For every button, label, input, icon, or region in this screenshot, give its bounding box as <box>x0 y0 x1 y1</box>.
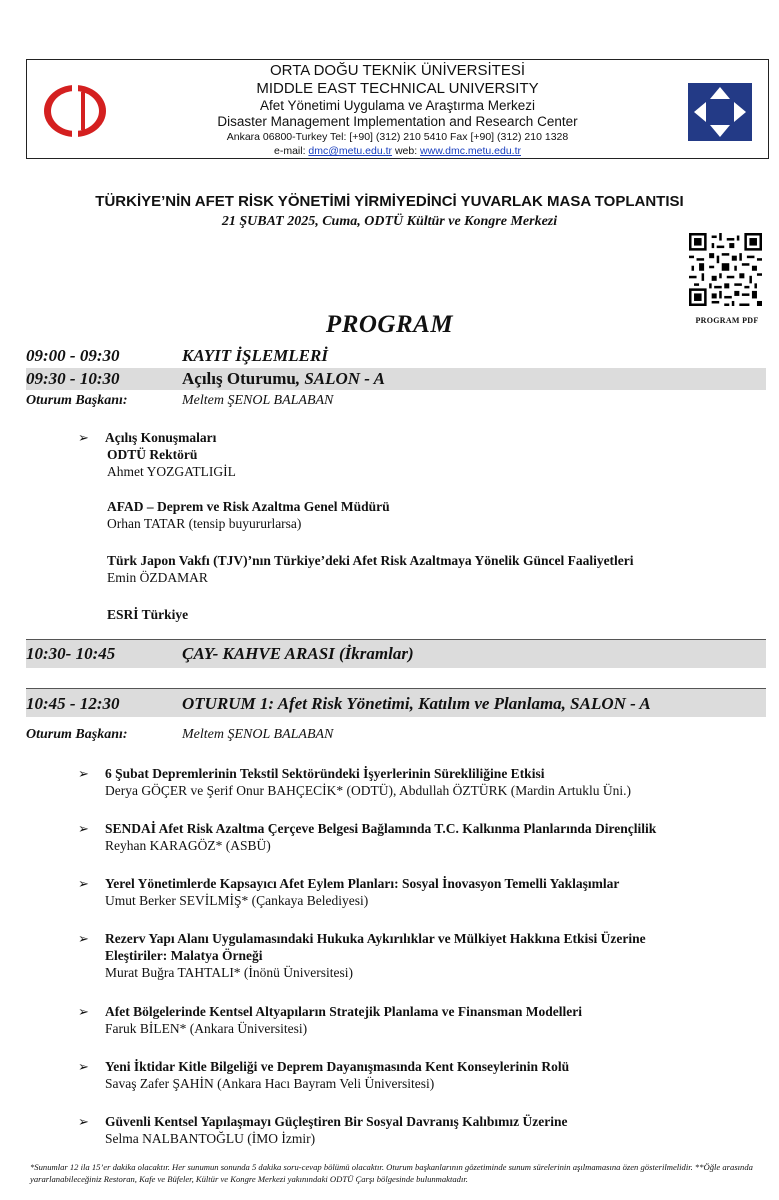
opening-heading: Açılış Konuşmaları <box>105 430 217 445</box>
schedule-row-opening <box>26 368 766 390</box>
talk-authors: Selma NALBANTOĞLU (İMO İzmir) <box>105 1131 316 1146</box>
schedule-time: 10:45 - 12:30 <box>26 694 120 713</box>
talk-title: SENDAİ Afet Risk Azaltma Çerçeve Belgesi Bağlamında T.C. Kalkınma Planlarında Dirençlilik <box>105 821 657 836</box>
talk-title: Güvenli Kentsel Yapılaşmayı Güçleştiren Bir Sosyal Davranış Kalıbımız Üzerine <box>105 1114 568 1129</box>
schedule-label <box>182 694 651 714</box>
arrow-bullet-icon: ➢ <box>78 430 89 445</box>
session-chair-opening <box>26 393 334 409</box>
speaker-name: Orhan TATAR (tensip buyururlarsa) <box>107 516 302 531</box>
talk-authors: Derya GÖÇER ve Şerif Onur BAHÇECİK* (ODTÜ), Abdullah ÖZTÜRK (Mardin Artuklu Üni.) <box>105 783 632 798</box>
session-room: , SALON - A <box>561 694 651 713</box>
event-date: 21 ŞUBAT 2025, Cuma, ODTÜ Kültür ve Kongre Merkezi <box>221 214 558 229</box>
schedule-time: 09:00 - 09:30 <box>26 346 120 365</box>
arrow-bullet-icon: ➢ <box>78 1059 89 1074</box>
chair-label: Oturum Başkanı: <box>26 727 128 742</box>
talk-title-cont: Eleştiriler: Malatya Örneği <box>105 948 263 963</box>
talk-item <box>78 875 768 909</box>
web-label: web: <box>392 145 421 157</box>
talk-title: Yerel Yönetimlerde Kapsayıcı Afet Eylem Planları: Sosyal İnovasyon Temelli Yaklaşımlar <box>105 876 620 891</box>
talk-item <box>78 930 768 981</box>
email-label: e-mail: <box>273 145 309 157</box>
talk-title: Rezerv Yapı Alanı Uygulamasındaki Hukuka Aykırılıklar ve Mülkiyet Hakkına Etkisi Üzerine <box>105 931 646 946</box>
arrow-bullet-icon: ➢ <box>78 876 89 891</box>
speaker-entry <box>107 552 757 586</box>
speaker-entry <box>107 606 757 623</box>
letterhead <box>26 59 769 159</box>
schedule-time: 09:30 - 10:30 <box>26 369 120 388</box>
program-heading: PROGRAM <box>325 311 454 338</box>
speaker-org: ODTÜ Rektörü <box>107 447 198 462</box>
schedule-row-coffee-break <box>26 639 766 668</box>
qr-code-icon[interactable] <box>689 233 762 306</box>
talk-authors: Umut Berker SEVİLMİŞ* (Çankaya Belediyesi) <box>105 893 369 908</box>
opening-speeches <box>78 429 768 446</box>
speaker-name: Ahmet YOZGATLIGİL <box>107 464 236 479</box>
arrow-bullet-icon: ➢ <box>78 821 89 836</box>
event-title: TÜRKİYE’NİN AFET RİSK YÖNETİMİ YİRMİYEDİNCİ YUVARLAK MASA TOPLANTISI <box>95 193 684 210</box>
speaker-entry <box>107 498 757 532</box>
speaker-name: Emin ÖZDAMAR <box>107 570 208 585</box>
arrow-bullet-icon: ➢ <box>78 766 89 781</box>
web-link[interactable]: www.dmc.metu.edu.tr <box>420 145 521 157</box>
footnote: *Sunumlar 12 ila 15’er dakika olacaktır. Her sunumun sonunda 5 dakika soru-cevap bölümü olacaktır. Oturum başkanlarının gözetiminde sunum sürelerinin aşılmamasına özen gösterilmelidir. **Öğle arasında yararlanabileceğiniz Restoran, Kafe ve Büfeler, Kültür ve Kongre Merkezi yakınındaki ODTÜ Çarşı bölgesinde bulunmaktadır. <box>30 1162 753 1184</box>
talk-item <box>78 1113 768 1147</box>
talk-authors: Reyhan KARAGÖZ* (ASBÜ) <box>105 838 271 853</box>
university-name-en: MIDDLE EAST TECHNICAL UNIVERSITY <box>256 80 539 97</box>
chair-name: Meltem ŞENOL BALABAN <box>182 727 334 742</box>
schedule-row-registration <box>26 346 766 366</box>
university-name-tr: ORTA DOĞU TEKNİK ÜNİVERSİTESİ <box>269 62 526 79</box>
talk-item <box>78 1003 768 1037</box>
talk-authors: Murat Buğra TAHTALI* (İnönü Üniversitesi) <box>105 965 354 980</box>
session-chair-session-1 <box>26 727 334 743</box>
contact-address: Ankara 06800-Turkey Tel: [+90] (312) 210 5410 Fax [+90] (312) 210 1328 <box>226 131 569 143</box>
center-name-en: Disaster Management Implementation and Research Center <box>217 114 578 129</box>
qr-label: PROGRAM PDF <box>695 316 759 325</box>
arrow-bullet-icon: ➢ <box>78 931 89 946</box>
talk-title: 6 Şubat Depremlerinin Tekstil Sektöründeki İşyerlerinin Sürekliliğine Etkisi <box>105 766 545 781</box>
letterhead-text <box>117 62 678 158</box>
talk-item <box>78 765 768 799</box>
chair-name: Meltem ŞENOL BALABAN <box>182 393 334 408</box>
dmc-logo-icon <box>688 83 752 141</box>
talk-authors: Faruk BİLEN* (Ankara Üniversitesi) <box>105 1021 308 1036</box>
session-name: Açılış Oturumu <box>182 369 296 388</box>
arrow-bullet-icon: ➢ <box>78 1004 89 1019</box>
metu-logo-icon <box>41 82 109 140</box>
email-link[interactable]: dmc@metu.edu.tr <box>308 145 393 157</box>
session-name: OTURUM 1: Afet Risk Yönetimi, Katılım ve Planlama <box>182 694 562 713</box>
schedule-row-session-1 <box>26 688 766 717</box>
talk-item <box>78 1058 768 1092</box>
talk-item <box>78 820 768 854</box>
speaker-org: Türk Japon Vakfı (TJV)’nın Türkiye’deki Afet Risk Azaltmaya Yönelik Güncel Faaliyetleri <box>107 553 634 568</box>
schedule-label: KAYIT İŞLEMLERİ <box>182 346 328 365</box>
session-room: , SALON - A <box>295 369 385 388</box>
speaker-org: ESRİ Türkiye <box>107 607 189 622</box>
schedule-time: 10:30- 10:45 <box>26 644 116 663</box>
talk-title: Yeni İktidar Kitle Bilgeliği ve Deprem Dayanışmasında Kent Konseylerinin Rolü <box>105 1059 570 1074</box>
arrow-bullet-icon: ➢ <box>78 1114 89 1129</box>
talk-authors: Savaş Zafer ŞAHİN (Ankara Hacı Bayram Veli Üniversitesi) <box>105 1076 435 1091</box>
speaker-org: AFAD – Deprem ve Risk Azaltma Genel Müdürü <box>107 499 390 514</box>
speaker-entry <box>107 446 757 480</box>
chair-label: Oturum Başkanı: <box>26 393 128 408</box>
schedule-label: ÇAY- KAHVE ARASI (İkramlar) <box>182 644 414 663</box>
talk-title: Afet Bölgelerinde Kentsel Altyapıların Stratejik Planlama ve Finansman Modelleri <box>105 1004 582 1019</box>
contact-online <box>117 144 678 158</box>
schedule-label <box>182 369 385 389</box>
center-name-tr: Afet Yönetimi Uygulama ve Araştırma Merkezi <box>259 98 536 113</box>
